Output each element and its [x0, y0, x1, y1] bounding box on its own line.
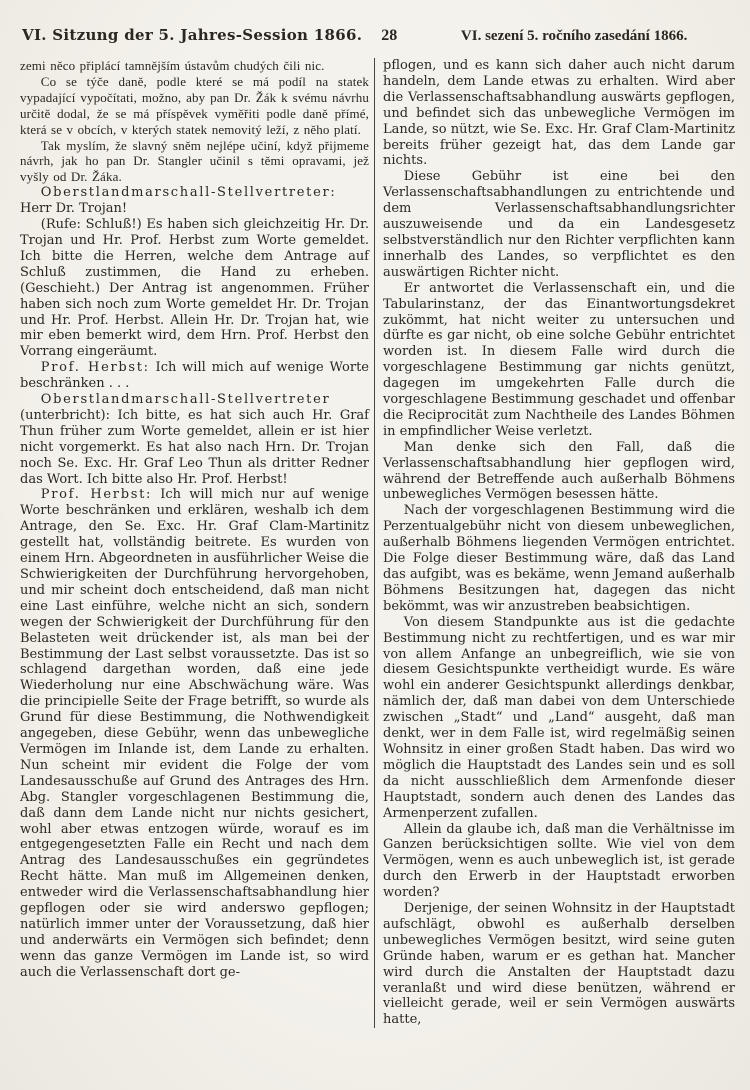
left-text-column: [20, 58, 369, 1028]
body-text: Von diesem Standpunkte aus ist die gedachte Bestimmung nicht zu rechtfertigen, und es war mir von allem Anfange an unbegreiflich, wie sie von diesem Gesichtspunkte vertheidigt wurde. Es wäre wohl ein anderer Gesichtspunkt allerdings denkbar, nämlich der, daß man dabei von dem Unterschiede zwischen „Stadt“ und „Land“ ausgeht, daß man denkt, wer in dem Falle ist, wird regelmäßig seinen Wohnsitz in einer großen Stadt haben. Das wird wo möglich die Hauptstadt des Landes sein und es soll da nicht ausschließlich dem Armenfonde dieser Hauptstadt, sondern auch denen des Landes das Armenperzent zufallen.: [383, 614, 735, 821]
paragraph: [20, 138, 369, 186]
running-title-czech: VI. sezení 5. ročního zasedání 1866.: [460, 28, 688, 44]
body-text: Allein da glaube ich, daß man die Verhältnisse im Ganzen berücksichtigen sollte. Wie viel von dem Vermögen, wenn es auch unbeweglich ist, ist gerade durch den Erwerb in der Hauptstadt erworben worden?: [383, 821, 735, 901]
paragraph: [20, 185, 369, 217]
speaker-name: Oberstlandmarschall-Stellvertreter:: [40, 185, 337, 201]
body-text: zemi něco připlácí tamnějším ústavům chudých čili nic.: [20, 58, 325, 73]
paragraph: [20, 487, 369, 980]
paragraph: [383, 440, 735, 504]
body-text: Ich will mich auf wenige Worte beschränken . . .: [20, 360, 369, 392]
paragraph: [383, 169, 735, 280]
body-text: Diese Gebühr ist eine bei den Verlassenschaftsabhandlungen zu entrichtende und dem Verlassenschaftsabhandlungsrichter auszuweisende und da ein Landesgesetz selbstverständlich nur den Richter verpflichten kann innerhalb des Landes, so verpflichtet es den auswärtigen Richter nicht.: [383, 169, 735, 280]
paragraph: [20, 392, 369, 487]
paragraph: [20, 74, 369, 138]
speaker-name: Prof. Herbst:: [40, 360, 150, 376]
right-text-column: [383, 58, 735, 1028]
paragraph: [383, 615, 735, 822]
page-number: 28: [381, 27, 398, 44]
speaker-name: Oberstlandmarschall-Stellvertreter: [40, 392, 331, 408]
body-text: (unterbricht): Ich bitte, es hat sich auch Hr. Graf Thun früher zum Worte gemeldet, allein er ist hier nicht vorgemerkt. Es hat also nach Hrn. Dr. Trojan noch Se. Exc. Hr. Graf Leo Thun als dritter Redner das Wort. Ich bitte also Hr. Prof. Herbst!: [20, 407, 369, 487]
paragraph: [20, 217, 369, 360]
body-text: Herr Dr. Trojan!: [20, 201, 128, 217]
paragraph: [383, 281, 735, 440]
body-text: Er antwortet die Verlassenschaft ein, und die Tabularinstanz, der das Einantwortungsdekret zukömmt, hat nicht weiter zu untersuchen und dürfte es gar nicht, ob eine solche Gebühr entrichtet worden ist. In diesem Falle wird durch die vorgeschlagene Bestimmung gar nichts genützt, dagegen im umgekehrten Falle durch die vorgeschlagene Bestimmung geschadet und offenbar die Reciprocität zum Nachtheile des Landes Böhmen in empfindlicher Weise verletzt.: [383, 280, 735, 439]
paragraph: [383, 58, 735, 169]
column-divider-rule: [374, 58, 375, 1028]
speaker-name: Prof. Herbst:: [40, 487, 153, 503]
running-title-german: VI. Sitzung der 5. Jahres-Session 1866.: [22, 26, 363, 44]
text-columns: [0, 45, 750, 1028]
body-text: Tak myslím, že slavný sněm nejlépe učiní, když přijmeme návrh, jak ho pan Dr. Stangler učinil s těmi opravami, jež vyšly od Dr. Žáka.: [20, 137, 369, 185]
body-text: Ich will mich nur auf wenige Worte beschränken und erklären, weshalb ich dem Antrage, den Se. Exc. Hr. Graf Clam-Martinitz gestellt hat, vollständig beitrete. Es wurden von einem Hrn. Abgeordneten in ausführlicher Weise die Schwierigkeiten der Durchführung hervorgehoben, und mir scheint doch entscheidend, daß man nicht eine Last einführe, welche nicht an sich, sondern wegen der Schwierigkeit der Durchführung für den Belasteten weit drückender ist, als man bei der Bestimmung der Last selbst voraussetzte. Das ist so schlagend dargethan worden, daß eine jede Wiederholung nur eine Abschwächung wäre. Was die principielle Seite der Frage betrifft, so wurde als Grund für diese Bestimmung, die Nothwendigkeit angegeben, diese Gebühr, wenn das unbewegliche Vermögen im Inlande ist, dem Lande zu erhalten. Nun scheint mir evident die Folge der vom Landesausschuße auf Grund des Antrages des Hrn. Abg. Stangler vorgeschlagenen Bestimmung die, daß dann dem Lande nicht nur nichts gesichert, wohl aber etwas entzogen würde, worauf es im entgegengesetzten Falle ein Recht und nach dem Antrag des Landesausschußes ein gegründetes Recht hätte. Man muß im Allgemeinen denken, entweder wird die Verlassenschaftsabhandlung hier gepflogen oder sie wird anderswo gepflogen; natürlich immer unter der Voraussetzung, daß hier und anderwärts ein Vermögen sich befindet; denn wenn das ganze Vermögen im Lande ist, so wird auch die Verlassenschaft dort ge-: [20, 487, 369, 980]
paragraph: [20, 360, 369, 392]
paragraph: [383, 901, 735, 1028]
body-text: Co se týče daně, podle které se má podíl na statek vypadající vypočítati, možno, aby pan Dr. Žák k svému návrhu určitě dodal, že se má příspěvek vyměřiti podle daně přímé, která se v obcích, v kterých statek nemovitý leží, z něho platí.: [20, 73, 369, 137]
body-text: Nach der vorgeschlagenen Bestimmung wird die Perzentualgebühr nicht von diesem unbeweglichen, außerhalb Böhmens liegenden Vermögen entrichtet. Die Folge dieser Bestimmung wäre, daß das Land das aufgibt, was es bekäme, wenn Jemand außerhalb Böhmens Besitzungen hat, dagegen das nicht bekömmt, was wir anzustreben beabsichtigen.: [383, 503, 735, 614]
paragraph: [383, 822, 735, 902]
body-text: Derjenige, der seinen Wohnsitz in der Hauptstadt aufschlägt, obwohl es außerhalb derselben unbewegliches Vermögen besitzt, wird seine guten Gründe haben, warum er es gethan hat. Mancher wird durch die Anstalten der Hauptstadt dazu veranlaßt und wird diese benützen, während er vielleicht gerade, weil er sein Vermögen auswärts hatte,: [383, 901, 735, 1028]
body-text: pflogen, und es kann sich daher auch nicht darum handeln, dem Lande etwas zu erhalten. Wird aber die Verlassenschaftsabhandlung auswärts gepflogen, und befindet sich das unbewegliche Vermögen im Lande, so nützt, wie Se. Exc. Hr. Graf Clam-Martinitz bereits früher gezeigt hat, das dem Lande gar nichts.: [383, 58, 735, 169]
body-text: (Rufe: Schluß!) Es haben sich gleichzeitig Hr. Dr. Trojan und Hr. Prof. Herbst zum Worte gemeldet. Ich bitte die Herren, welche dem Antrage auf Schluß zustimmen, die Hand zu erheben. (Geschieht.) Der Antrag ist angenommen. Früher haben sich noch zum Worte gemeldet Hr. Dr. Trojan und Hr. Prof. Herbst. Allein Hr. Dr. Trojan hat, wie mir eben bemerkt wird, dem Hrn. Prof. Herbst den Vorrang eingeräumt.: [20, 217, 369, 360]
page-header: [0, 0, 750, 45]
paragraph: [383, 503, 735, 614]
body-text: Man denke sich den Fall, daß die Verlassenschaftsabhandlung hier gepflogen wird, während der Betreffende auch außerhalb Böhmens unbewegliches Vermögen besessen hätte.: [383, 439, 735, 503]
paragraph: [20, 58, 369, 74]
